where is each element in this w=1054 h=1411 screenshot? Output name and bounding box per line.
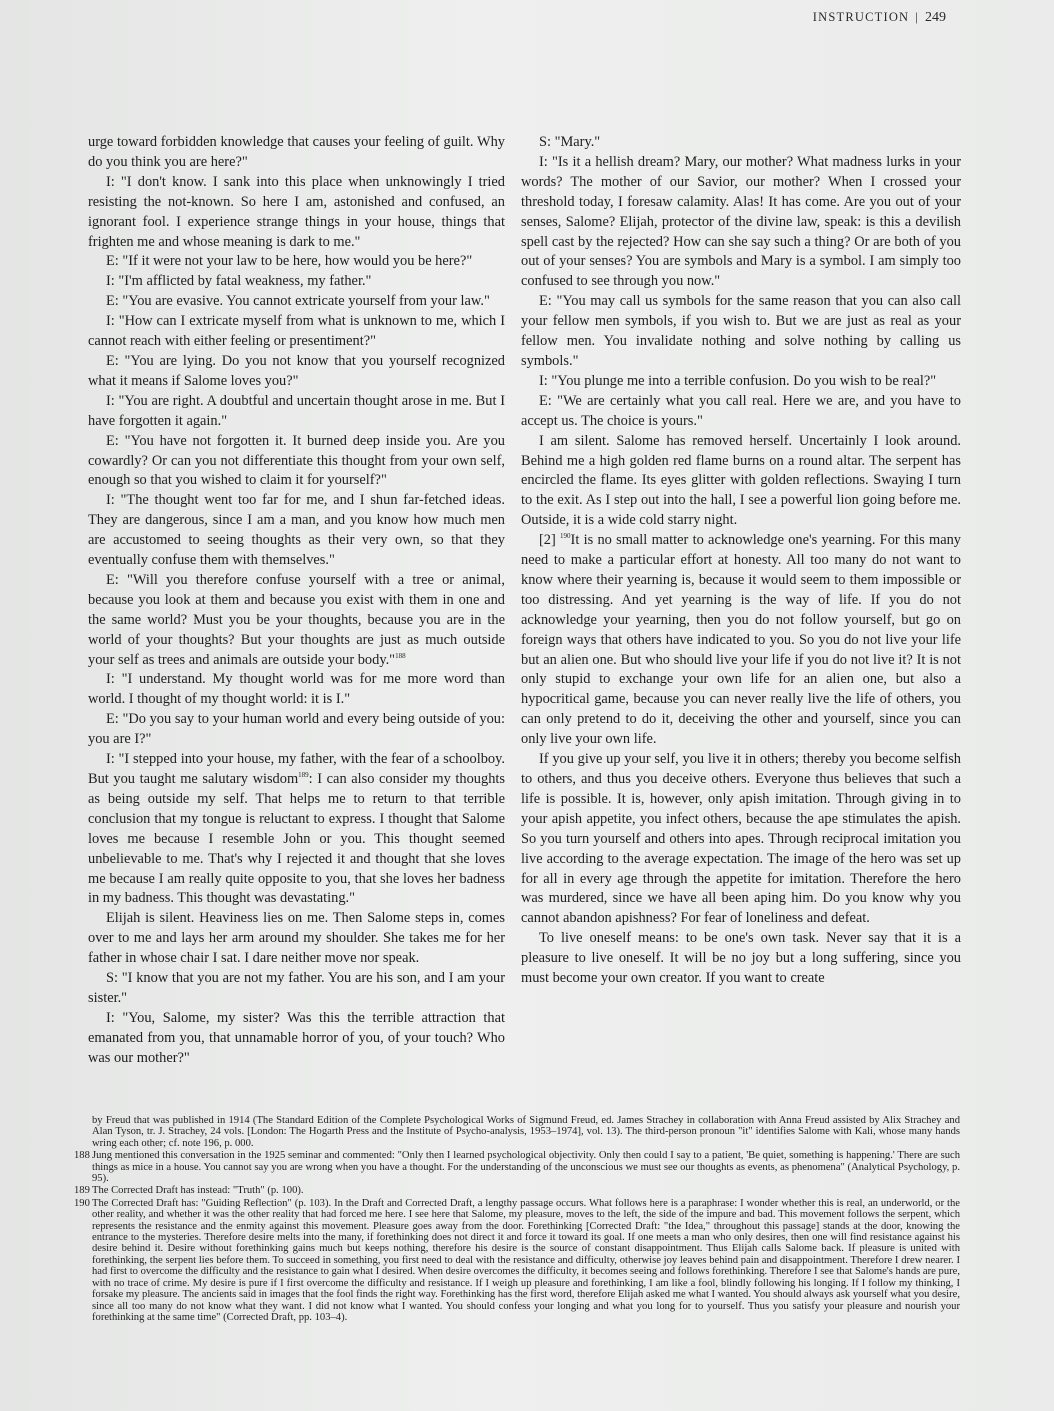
header-separator: | <box>915 10 919 24</box>
paragraph <box>88 909 505 969</box>
footnote-text: The Corrected Draft has instead: "Truth" (p. 100). <box>92 1185 304 1197</box>
paragraph-text: I: "Is it a hellish dream? Mary, our mother? What madness lurks in your words? The mother of our Savior, our mother? When I crossed your threshold today, I foresaw calamity. Alas! It has come. Are you out of your senses, Salome? Elijah, protector of the divine law, speak: is this a devilish spell cast by the rejected? How can she say such a thing? Or are both of you out of your senses? You are symbols and Mary is a symbol. I am simply too confused to see through you now." <box>521 153 961 290</box>
paragraph-text: E: "You are lying. Do you not know that you yourself recognized what it means if Salome loves you?" <box>88 352 505 389</box>
footnote-number: 190 <box>74 1197 90 1209</box>
paragraph-text: To live oneself means: to be one's own task. Never say that it is a pleasure to live oneself. It will be no joy but a long suffering, since you must become your own creator. If you want to create <box>521 930 961 987</box>
paragraph-text: urge toward forbidden knowledge that causes your feeling of guilt. Why do you think you are here?" <box>88 134 505 170</box>
footnote-marker: 190 <box>560 532 571 541</box>
paragraph-text-continued: It is no small matter to acknowledge one's yearning. For this many need to make a particular effort at honesty. All too many do not want to know where their yearning is, because it would seem to them impossible or too distressing. And yet yearning is the way of life. If you do not acknowledge your yearning, then you do not follow yourself, but go on foreign ways that others have indicated to you. So you do not live your life but an alien one. But who should live your life if you do not live it? It is not only stupid to exchange your own life for an alien one, but also a hypocritical game, because you can never really live the life of others, you can only pretend to do it, deceiving the other and yourself, since you can only live your own life. <box>521 532 961 748</box>
paragraph <box>521 372 961 392</box>
paragraph-text: I: "You are right. A doubtful and uncertain thought arose in me. But I have forgotten it again." <box>88 392 505 429</box>
paragraph-text: I: "I stepped into your house, my father, with the fear of a schoolboy. But you taught me salutary wisdom <box>88 751 505 787</box>
footnotes-block <box>74 1115 960 1324</box>
footnote-number: 189 <box>74 1185 90 1197</box>
paragraph-text: I: "I don't know. I sank into this place when unknowingly I tried resisting the not-known. So here I am, astonished and confused, an ignorant fool. I experience strange things in your house, things that frighten me and whose meaning is dark to me." <box>88 173 505 250</box>
paragraph-text: I: "I understand. My thought world was for me more word than world. I thought of my thought world: it is I." <box>88 671 505 708</box>
paragraph <box>88 312 505 352</box>
paragraph <box>88 432 505 492</box>
running-header <box>813 10 946 26</box>
paragraph-text: I: "You, Salome, my sister? Was this the terrible attraction that emanated from you, that unnamable horror of you, of your touch? Who was our mother?" <box>88 1009 505 1066</box>
paragraph <box>88 292 505 312</box>
paragraph-text-continued: : I can also consider my thoughts as being outside my self. That helps me to return to that terrible conclusion that my tongue is reluctant to express. I thought that Salome loves me because I resemble John or you. This thought seemed unbelievable to me. That's why I rejected it and thought that she loves me because I am really quite opposite to you, that she loves her badness in my badness. This thought was devastating." <box>88 771 505 907</box>
paragraph-text: Elijah is silent. Heaviness lies on me. Then Salome steps in, comes over to me and lays her arm around my shoulder. She takes me for her father in whose chair I sat. I dare neither move nor speak. <box>88 910 505 967</box>
paragraph-text: If you give up your self, you live it in others; thereby you become selfish to others, and thus you deceive others. Everyone thus believes that such a life is possible. It is, however, only apish imitation. Through giving in to your apish appetite, you infect others, because the ape stimulates the apish. So you turn yourself and others into apes. Through reciprocal imitation you live according to the average expectation. The image of the hero was set up for all in every age through the appetite for imitation. Therefore the hero was murdered, since we have all been aping him. Do you know why you cannot abandon apishness? For fear of loneliness and defeat. <box>521 751 961 927</box>
footnote-text: Jung mentioned this conversation in the 1925 seminar and commented: "Only then I learned psychological objectivity. Only then could I say to a patient, 'Be quiet, something is happening.' There are such things as mice in a house. You cannot say you are wrong when you have a thought. For the understanding of the unconscious we must see our thoughts as events, as phenomena" (Analytical Psychology, p. 95). <box>92 1150 960 1185</box>
paragraph <box>88 392 505 432</box>
paragraph <box>521 392 961 432</box>
paragraph-text: [2] <box>539 532 561 549</box>
paragraph-text: S: "I know that you are not my father. You are his son, and I am your sister." <box>88 970 505 1006</box>
footnote <box>74 1198 960 1323</box>
left-text-column <box>88 133 505 1069</box>
paragraph-text: S: "Mary." <box>539 134 601 150</box>
right-text-column <box>521 133 961 989</box>
paragraph <box>521 133 961 153</box>
paragraph-text: I: "You plunge me into a terrible confusion. Do you wish to be real?" <box>539 372 937 389</box>
footnote-number: 188 <box>74 1150 90 1162</box>
paragraph <box>88 352 505 392</box>
paragraph <box>88 173 505 253</box>
paragraph <box>88 1009 505 1069</box>
footnote-text: The Corrected Draft has: "Guiding Reflection" (p. 103). In the Draft and Corrected Draft, a lengthy passage occurs. What follows here is a paraphrase: I wonder whether this is real, an underworld, or the other reality, and whether it was the other reality that had forced me here. I see here that Salome, my pleasure, moves to the left, the side of the impure and bad. This movement follows the serpent, which represents the resistance and the enmity against this movement. Pleasure goes away from the door. Forethinking [Corrected Draft: "the Idea," throughout this passage] stands at the door, knowing the entrance to the mysteries. Therefore desire melts into the many, if forethinking does not direct it and force it toward its goal. If one meets a man who only desires, then one will find resistance against his desire behind it. Desire without forethinking gains much but keeps nothing, therefore his desire is the source of constant disappointment. Thus Elijah calls Salome back. If pleasure is united with forethinking, the serpent lies before them. To succeed in something, you first need to deal with the resistance and difficulty, otherwise joy leaves behind pain and disappointment. Therefore I drew nearer. I had first to overcome the difficulty and the resistance to gain what I desired. When desire overcomes the difficulty, it becomes seeing and follows forethinking. Therefore I see that Salome's hands are pure, with no trace of crime. My desire is pure if I first overcome the difficulty and resistance. If I weigh up pleasure and forethinking, I am like a fool, blindly following his longing. If I follow my thinking, I forsake my pleasure. The ancients said in images that the fool finds the right way. Forethinking has the first word, therefore Elijah asked me what I wanted. You should always ask yourself what you desire, since all too many do not know what they want. I did not know what I wanted. You should confess your longing and what you long for to yourself. Thus you satisfy your pleasure and nourish your forethinking at the same time" (Corrected Draft, pp. 103–4). <box>92 1197 960 1323</box>
paragraph <box>521 531 961 750</box>
paragraph <box>88 491 505 571</box>
footnote-list <box>74 1150 960 1323</box>
paragraph-text: I: "The thought went too far for me, and I shun far-fetched ideas. They are dangerous, since I am a man, and you know how much men are accustomed to seeing thoughts as their very own, so that they eventually confuse them with themselves." <box>88 492 505 569</box>
paragraph-text: I: "How can I extricate myself from what is unknown to me, which I cannot reach with either feeling or presentiment?" <box>88 313 505 350</box>
paragraph-text: E: "You are evasive. You cannot extricate yourself from your law." <box>106 293 490 310</box>
paragraph-text: E: "You have not forgotten it. It burned deep inside you. Are you cowardly? Or can you not differentiate this thought from your own self, enough so that you wished to claim it for yourself?" <box>88 432 505 489</box>
paragraph <box>521 153 961 292</box>
paragraph <box>88 252 505 272</box>
paragraph <box>88 750 505 909</box>
paragraph <box>521 292 961 372</box>
paragraph <box>88 571 505 671</box>
paragraph-text: E: "You may call us symbols for the same reason that you can also call your fellow men symbols, if you wish to. But we are just as real as your fellow men. You invalidate nothing and solve nothing by calling us symbols." <box>521 293 961 369</box>
paragraph <box>521 750 961 929</box>
paragraph <box>88 710 505 750</box>
footnote-marker: 188 <box>395 651 406 660</box>
footnote-marker: 189 <box>298 771 309 779</box>
paragraph-text: E: "Do you say to your human world and every being outside of you: you are I?" <box>88 711 505 748</box>
footnote <box>74 1185 960 1196</box>
paragraph <box>521 929 961 989</box>
section-title: INSTRUCTION <box>812 10 910 24</box>
footnote <box>74 1150 960 1184</box>
page-number: 249 <box>925 10 946 25</box>
footnote-continuation: by Freud that was published in 1914 (The Standard Edition of the Complete Psychological Works of Sigmund Freud, ed. James Strachey in collaboration with Anna Freud assisted by Alix Strachey and Alan Tyson, tr. J. Strachey, 24 vols. [London: The Hogarth Press and the Institute of Psycho-analysis, 1953–1974], vol. 13). The third-person pronoun "it" identifies Salome with Kali, whose many hands wring each other; cf. note 196, p. 000. <box>92 1115 960 1149</box>
paragraph <box>88 670 505 710</box>
paragraph-text: I am silent. Salome has removed herself. Uncertainly I look around. Behind me a high golden red flame burns on a round altar. The serpent has encircled the flame. Its eyes glitter with golden reflections. Swaying I turn to the exit. As I step out into the hall, I see a powerful lion going before me. Outside, it is a wide cold starry night. <box>521 432 961 529</box>
paragraph-text: I: "I'm afflicted by fatal weakness, my father." <box>106 273 372 290</box>
paragraph <box>521 432 961 532</box>
paragraph <box>88 969 505 1009</box>
paragraph-text: E: "Will you therefore confuse yourself with a tree or animal, because you look at them and because you exist with them in one and the same world? Must you be your thoughts, because you are in the world of your thoughts? But your thoughts are just as much outside your self as trees and animals are outside your body." <box>88 571 505 668</box>
paragraph <box>88 272 505 292</box>
paragraph-text: E: "We are certainly what you call real. Here we are, and you have to accept us. The choice is yours." <box>521 392 961 429</box>
paragraph <box>88 133 505 173</box>
paragraph-text: E: "If it were not your law to be here, how would you be here?" <box>106 253 473 270</box>
